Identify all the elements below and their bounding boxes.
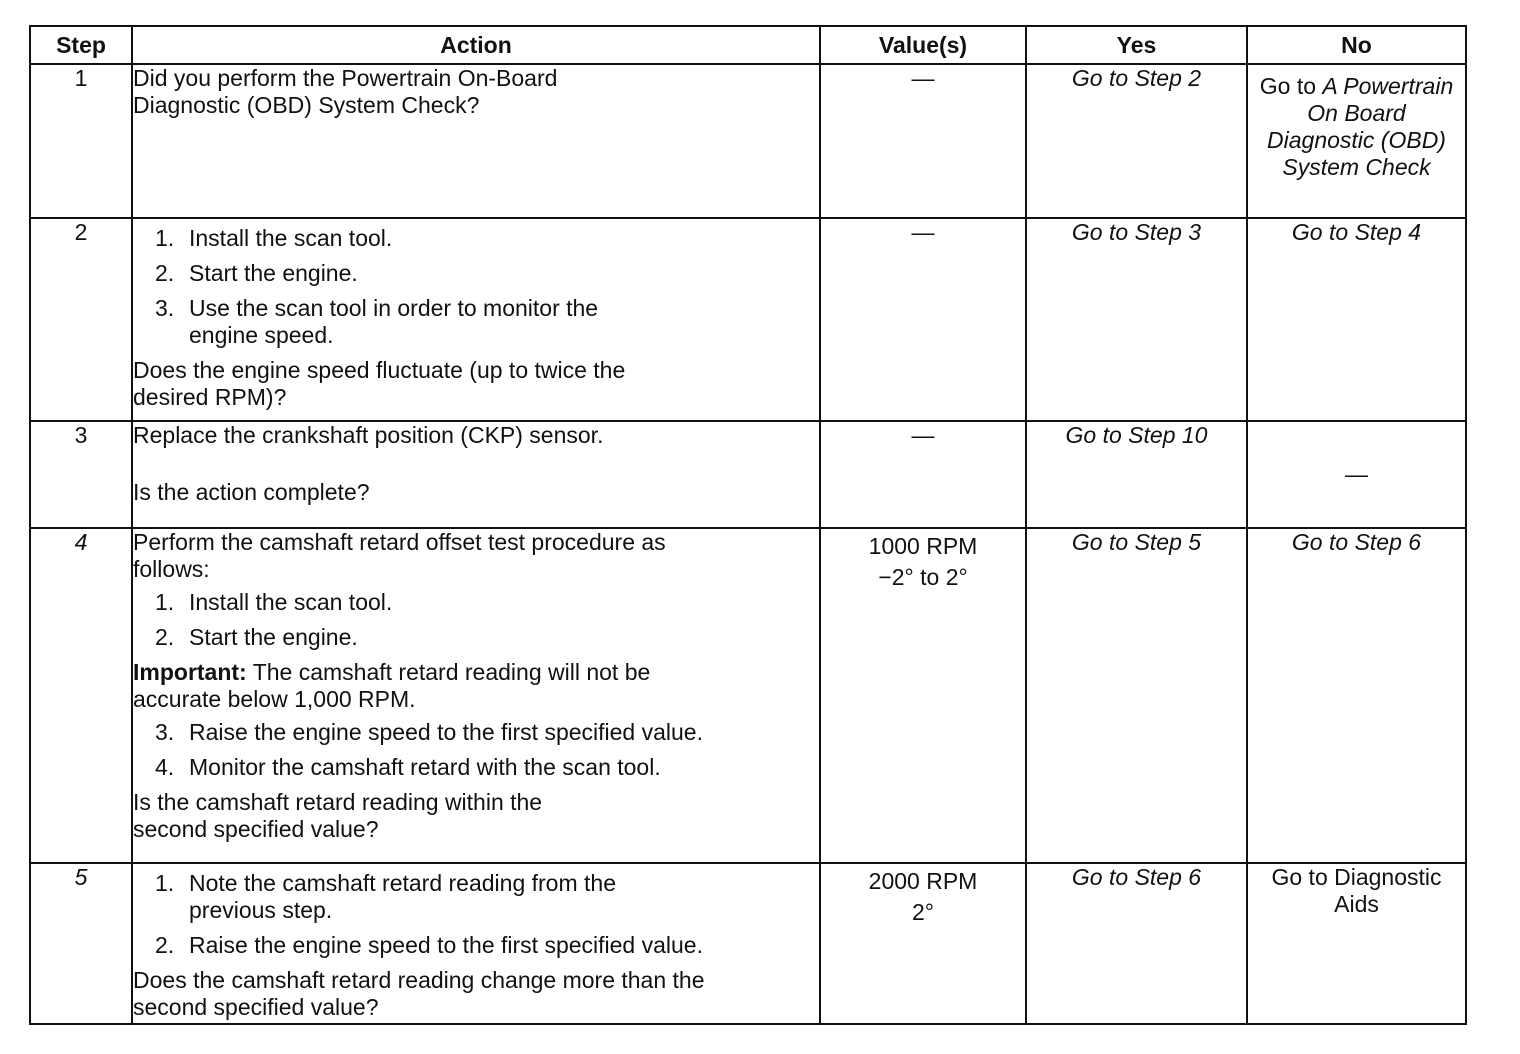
action-cell	[132, 863, 820, 1024]
list-item: 1. Install the scan tool.	[155, 225, 393, 251]
step-number: 5	[30, 863, 132, 1024]
no-cell	[1247, 64, 1466, 218]
value-cell: —	[820, 64, 1026, 218]
action-text: Did you perform the Powertrain On-Board Diagnostic (OBD) System Check?	[133, 65, 558, 118]
table-row-step-2	[30, 218, 1466, 421]
yes-go-to-step-10[interactable]: Go to Step 10	[1026, 421, 1247, 528]
no-go-to-step-6[interactable]: Go to Step 6	[1247, 528, 1466, 863]
procedure-list	[133, 870, 819, 959]
list-item: 2. Raise the engine speed to the first specified value.	[155, 932, 703, 958]
header-action: Action	[132, 26, 820, 64]
header-row	[30, 26, 1466, 64]
step-number: 1	[30, 64, 132, 218]
table-row-step-1	[30, 64, 1466, 218]
list-item: 2. Start the engine.	[155, 624, 358, 650]
header-no: No	[1247, 26, 1466, 64]
list-item: 3. Raise the engine speed to the first specified value.	[155, 719, 703, 745]
procedure-list	[133, 719, 819, 781]
question-text: Does the camshaft retard reading change more than the second specified value?	[133, 967, 705, 1020]
diagnostic-table	[29, 25, 1467, 1025]
value-degrees: 2°	[912, 899, 934, 925]
no-cell: —	[1247, 421, 1466, 528]
question-text: Is the camshaft retard reading within the second specified value?	[133, 789, 543, 842]
step-number: 3	[30, 421, 132, 528]
value-degrees: −2° to 2°	[878, 564, 968, 590]
no-link-obd-check[interactable]: A Powertrain On Board Diagnostic (OBD) System Check	[1267, 73, 1454, 180]
action-cell	[132, 421, 820, 528]
list-item: 1. Note the camshaft retard reading from the previous step.	[155, 870, 616, 923]
yes-go-to-step-5[interactable]: Go to Step 5	[1026, 528, 1247, 863]
value-cell: —	[820, 421, 1026, 528]
yes-go-to-step-6[interactable]: Go to Step 6	[1026, 863, 1247, 1024]
value-rpm: 2000 RPM	[868, 868, 978, 894]
value-rpm: 1000 RPM	[868, 533, 978, 559]
value-cell	[820, 863, 1026, 1024]
no-go-to-step-4[interactable]: Go to Step 4	[1247, 218, 1466, 421]
question-text: Is the action complete?	[133, 479, 370, 505]
procedure-list	[133, 589, 819, 651]
important-text: The camshaft retard reading will not be accurate below 1,000 RPM.	[133, 659, 651, 712]
header-values: Value(s)	[820, 26, 1026, 64]
list-item: 4. Monitor the camshaft retard with the scan tool.	[155, 754, 661, 780]
header-step: Step	[30, 26, 132, 64]
step-number: 2	[30, 218, 132, 421]
action-cell	[132, 528, 820, 863]
important-label: Important:	[133, 659, 247, 685]
procedure-list	[133, 225, 819, 349]
table-row-step-5	[30, 863, 1466, 1024]
table-row-step-3	[30, 421, 1466, 528]
list-item: 1. Install the scan tool.	[155, 589, 393, 615]
action-text: Perform the camshaft retard offset test procedure as follows:	[133, 529, 666, 582]
no-go-to-diagnostic-aids[interactable]: Go to Diagnostic Aids	[1247, 863, 1466, 1024]
value-cell: —	[820, 218, 1026, 421]
no-prefix: Go to	[1259, 73, 1317, 99]
question-text: Does the engine speed fluctuate (up to twice the desired RPM)?	[133, 357, 626, 410]
action-text: Replace the crankshaft position (CKP) sensor.	[133, 422, 604, 448]
step-number: 4	[30, 528, 132, 863]
yes-go-to-step-2[interactable]: Go to Step 2	[1026, 64, 1247, 218]
list-item: 2. Start the engine.	[155, 260, 358, 286]
list-item: 3. Use the scan tool in order to monitor the engine speed.	[155, 295, 599, 348]
important-note	[133, 659, 723, 713]
value-cell	[820, 528, 1026, 863]
yes-go-to-step-3[interactable]: Go to Step 3	[1026, 218, 1247, 421]
action-cell	[132, 64, 820, 218]
header-yes: Yes	[1026, 26, 1247, 64]
action-cell	[132, 218, 820, 421]
table-row-step-4	[30, 528, 1466, 863]
